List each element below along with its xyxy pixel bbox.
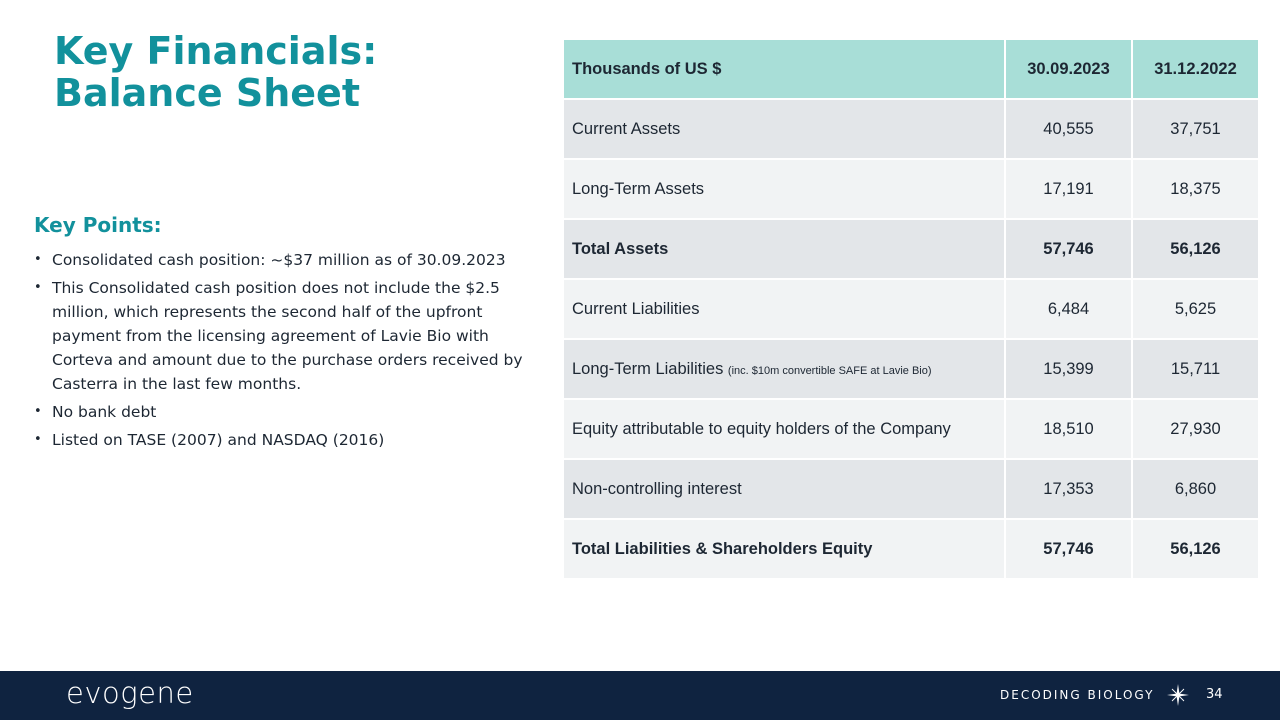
column-header-label: Thousands of US $ bbox=[563, 39, 1005, 99]
page-title-line-2: Balance Sheet bbox=[54, 71, 360, 115]
footer-tagline: DECODING BIOLOGY bbox=[1000, 688, 1155, 702]
table-header-row bbox=[563, 39, 1259, 99]
bullet-icon: • bbox=[34, 432, 42, 447]
row-label-note: (inc. $10m convertible SAFE at Lavie Bio) bbox=[727, 364, 932, 377]
row-label bbox=[563, 219, 1005, 279]
row-value-2023: 40,555 bbox=[1005, 99, 1132, 159]
row-value-2023: 17,191 bbox=[1005, 159, 1132, 219]
sparkle-star-icon bbox=[1166, 683, 1190, 707]
row-label bbox=[563, 279, 1005, 339]
row-label-text: Non-controlling interest bbox=[572, 479, 742, 498]
row-value-2022: 37,751 bbox=[1132, 99, 1259, 159]
table-row bbox=[563, 399, 1259, 459]
key-point-item bbox=[34, 428, 534, 452]
page-title-line-1: Key Financials: bbox=[54, 29, 378, 73]
column-header-date-2: 31.12.2022 bbox=[1132, 39, 1259, 99]
key-points-heading: Key Points: bbox=[34, 213, 162, 237]
table-row-total-assets bbox=[563, 219, 1259, 279]
key-point-item bbox=[34, 400, 534, 424]
row-value-2022: 15,711 bbox=[1132, 339, 1259, 399]
row-value-2022: 56,126 bbox=[1132, 219, 1259, 279]
row-value-2022: 56,126 bbox=[1132, 519, 1259, 579]
page-number: 34 bbox=[1206, 687, 1223, 702]
page-title bbox=[54, 30, 377, 114]
key-point-text: This Consolidated cash position does not include the $2.5 million, which represents the second half of the upfront payment from the licensing agreement of Lavie Bio with Corteva and amount due to the purchase orders received by Casterra in the last few months. bbox=[52, 279, 523, 393]
row-label bbox=[563, 159, 1005, 219]
row-value-2022: 18,375 bbox=[1132, 159, 1259, 219]
table-row bbox=[563, 279, 1259, 339]
row-value-2023: 15,399 bbox=[1005, 339, 1132, 399]
row-label bbox=[563, 339, 1005, 399]
balance-sheet-table bbox=[562, 38, 1260, 580]
row-value-2022: 27,930 bbox=[1132, 399, 1259, 459]
bullet-icon: • bbox=[34, 252, 42, 267]
row-value-2023: 57,746 bbox=[1005, 519, 1132, 579]
table-row bbox=[563, 339, 1259, 399]
row-label bbox=[563, 99, 1005, 159]
table-row bbox=[563, 159, 1259, 219]
column-header-date-1: 30.09.2023 bbox=[1005, 39, 1132, 99]
evogene-logo: evogene bbox=[66, 676, 194, 710]
table-row bbox=[563, 459, 1259, 519]
footer-bar bbox=[0, 671, 1280, 720]
row-value-2022: 5,625 bbox=[1132, 279, 1259, 339]
row-label-text: Total Liabilities & Shareholders Equity bbox=[572, 539, 873, 558]
row-label-text: Total Assets bbox=[572, 239, 669, 258]
key-point-text: Consolidated cash position: ~$37 million as of 30.09.2023 bbox=[52, 251, 506, 269]
key-point-text: Listed on TASE (2007) and NASDAQ (2016) bbox=[52, 431, 385, 449]
row-label-text: Long-Term Liabilities bbox=[572, 359, 724, 378]
key-point-text: No bank debt bbox=[52, 403, 157, 421]
key-point-item bbox=[34, 276, 534, 396]
row-value-2023: 6,484 bbox=[1005, 279, 1132, 339]
row-value-2023: 17,353 bbox=[1005, 459, 1132, 519]
row-label bbox=[563, 459, 1005, 519]
bullet-icon: • bbox=[34, 404, 42, 419]
table-row-total-liabilities-equity bbox=[563, 519, 1259, 579]
row-value-2023: 57,746 bbox=[1005, 219, 1132, 279]
row-value-2022: 6,860 bbox=[1132, 459, 1259, 519]
key-point-item bbox=[34, 248, 534, 272]
row-value-2023: 18,510 bbox=[1005, 399, 1132, 459]
row-label-text: Current Assets bbox=[572, 119, 681, 138]
row-label-text: Equity attributable to equity holders of the Company bbox=[572, 419, 951, 438]
row-label-text: Long-Term Assets bbox=[572, 179, 705, 198]
key-points-list bbox=[34, 248, 534, 456]
row-label-text: Current Liabilities bbox=[572, 299, 700, 318]
row-label bbox=[563, 519, 1005, 579]
table-row bbox=[563, 99, 1259, 159]
bullet-icon: • bbox=[34, 280, 42, 295]
row-label bbox=[563, 399, 1005, 459]
